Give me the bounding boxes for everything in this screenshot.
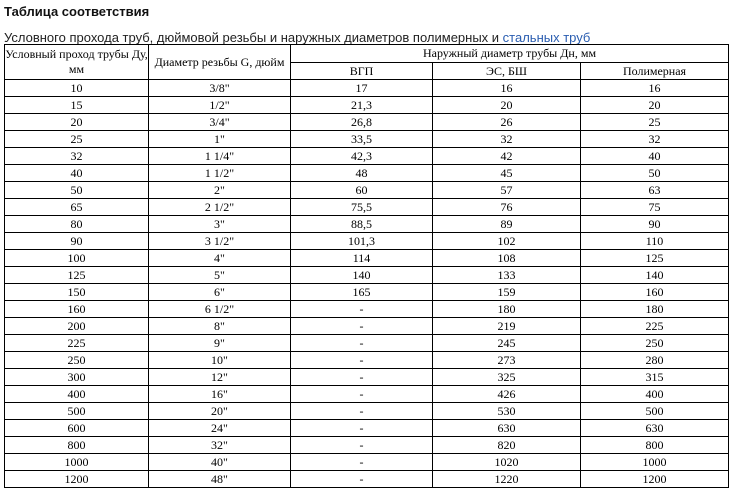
nominal-bore-cell: 250 — [5, 352, 149, 369]
nominal-bore-cell: 200 — [5, 318, 149, 335]
nominal-bore-cell: 150 — [5, 284, 149, 301]
es-bsh-cell: 820 — [433, 437, 581, 454]
thread-cell: 2" — [149, 182, 291, 199]
vgp-cell: - — [291, 386, 433, 403]
thread-cell: 40" — [149, 454, 291, 471]
polymer-cell: 630 — [581, 420, 729, 437]
nominal-bore-cell: 50 — [5, 182, 149, 199]
polymer-cell: 75 — [581, 199, 729, 216]
table-row — [5, 250, 729, 267]
es-bsh-cell: 20 — [433, 97, 581, 114]
thread-cell: 24" — [149, 420, 291, 437]
table-row — [5, 284, 729, 301]
polymer-cell: 400 — [581, 386, 729, 403]
es-bsh-cell: 180 — [433, 301, 581, 318]
table-row — [5, 420, 729, 437]
nominal-bore-cell: 65 — [5, 199, 149, 216]
table-row — [5, 233, 729, 250]
vgp-cell: - — [291, 318, 433, 335]
vgp-cell: - — [291, 420, 433, 437]
es-bsh-cell: 42 — [433, 148, 581, 165]
polymer-cell: 225 — [581, 318, 729, 335]
vgp-cell: 165 — [291, 284, 433, 301]
es-bsh-cell: 273 — [433, 352, 581, 369]
thread-cell: 6" — [149, 284, 291, 301]
polymer-cell: 1000 — [581, 454, 729, 471]
vgp-cell: 26,8 — [291, 114, 433, 131]
vgp-cell: 33,5 — [291, 131, 433, 148]
polymer-cell: 110 — [581, 233, 729, 250]
nominal-bore-cell: 10 — [5, 80, 149, 97]
nominal-bore-cell: 1000 — [5, 454, 149, 471]
thread-cell: 1 1/4" — [149, 148, 291, 165]
polymer-cell: 16 — [581, 80, 729, 97]
es-bsh-cell: 245 — [433, 335, 581, 352]
table-row — [5, 80, 729, 97]
es-bsh-cell: 76 — [433, 199, 581, 216]
header-outer-diameter-group: Наружный диаметр трубы Дн, мм — [291, 45, 729, 63]
thread-cell: 5" — [149, 267, 291, 284]
thread-cell: 20" — [149, 403, 291, 420]
page-title: Таблица соответствия — [4, 4, 150, 19]
table-row — [5, 267, 729, 284]
nominal-bore-cell: 225 — [5, 335, 149, 352]
es-bsh-cell: 530 — [433, 403, 581, 420]
polymer-cell: 800 — [581, 437, 729, 454]
vgp-cell: - — [291, 471, 433, 488]
polymer-cell: 500 — [581, 403, 729, 420]
es-bsh-cell: 1020 — [433, 454, 581, 471]
table-row — [5, 182, 729, 199]
table-body — [5, 80, 729, 488]
vgp-cell: - — [291, 369, 433, 386]
es-bsh-cell: 108 — [433, 250, 581, 267]
polymer-cell: 140 — [581, 267, 729, 284]
es-bsh-cell: 26 — [433, 114, 581, 131]
polymer-cell: 32 — [581, 131, 729, 148]
es-bsh-cell: 16 — [433, 80, 581, 97]
thread-cell: 16" — [149, 386, 291, 403]
table-row — [5, 148, 729, 165]
polymer-cell: 90 — [581, 216, 729, 233]
nominal-bore-cell: 400 — [5, 386, 149, 403]
es-bsh-cell: 45 — [433, 165, 581, 182]
thread-cell: 8" — [149, 318, 291, 335]
vgp-cell: 42,3 — [291, 148, 433, 165]
thread-cell: 3" — [149, 216, 291, 233]
polymer-cell: 25 — [581, 114, 729, 131]
table-row — [5, 471, 729, 488]
table-row — [5, 165, 729, 182]
thread-cell: 1" — [149, 131, 291, 148]
thread-cell: 48" — [149, 471, 291, 488]
subtitle-text: Условного прохода труб, дюймовой резьбы и наружных диаметров полимерных и — [4, 30, 503, 45]
nominal-bore-cell: 32 — [5, 148, 149, 165]
polymer-cell: 160 — [581, 284, 729, 301]
es-bsh-cell: 219 — [433, 318, 581, 335]
vgp-cell: 21,3 — [291, 97, 433, 114]
table-row — [5, 301, 729, 318]
es-bsh-cell: 630 — [433, 420, 581, 437]
nominal-bore-cell: 500 — [5, 403, 149, 420]
thread-cell: 9" — [149, 335, 291, 352]
table-row — [5, 335, 729, 352]
table-row — [5, 199, 729, 216]
vgp-cell: 140 — [291, 267, 433, 284]
table-row — [5, 216, 729, 233]
nominal-bore-cell: 100 — [5, 250, 149, 267]
vgp-cell: 75,5 — [291, 199, 433, 216]
es-bsh-cell: 57 — [433, 182, 581, 199]
thread-cell: 3/4" — [149, 114, 291, 131]
thread-cell: 3 1/2" — [149, 233, 291, 250]
thread-cell: 4" — [149, 250, 291, 267]
thread-cell: 6 1/2" — [149, 301, 291, 318]
es-bsh-cell: 159 — [433, 284, 581, 301]
polymer-cell: 315 — [581, 369, 729, 386]
polymer-cell: 180 — [581, 301, 729, 318]
es-bsh-cell: 1220 — [433, 471, 581, 488]
nominal-bore-cell: 80 — [5, 216, 149, 233]
vgp-cell: 88,5 — [291, 216, 433, 233]
vgp-cell: 17 — [291, 80, 433, 97]
nominal-bore-cell: 90 — [5, 233, 149, 250]
polymer-cell: 40 — [581, 148, 729, 165]
nominal-bore-cell: 40 — [5, 165, 149, 182]
header-vgp: ВГП — [291, 62, 433, 80]
es-bsh-cell: 102 — [433, 233, 581, 250]
table-row — [5, 454, 729, 471]
table-row — [5, 352, 729, 369]
vgp-cell: - — [291, 301, 433, 318]
polymer-cell: 63 — [581, 182, 729, 199]
polymer-cell: 250 — [581, 335, 729, 352]
vgp-cell: - — [291, 352, 433, 369]
nominal-bore-cell: 300 — [5, 369, 149, 386]
polymer-cell: 50 — [581, 165, 729, 182]
vgp-cell: - — [291, 403, 433, 420]
thread-cell: 1 1/2" — [149, 165, 291, 182]
vgp-cell: 114 — [291, 250, 433, 267]
nominal-bore-cell: 1200 — [5, 471, 149, 488]
table-row — [5, 131, 729, 148]
thread-cell: 10" — [149, 352, 291, 369]
header-es-bsh: ЭС, БШ — [433, 62, 581, 80]
thread-cell: 1/2" — [149, 97, 291, 114]
nominal-bore-cell: 800 — [5, 437, 149, 454]
thread-cell: 32" — [149, 437, 291, 454]
nominal-bore-cell: 160 — [5, 301, 149, 318]
polymer-cell: 125 — [581, 250, 729, 267]
es-bsh-cell: 325 — [433, 369, 581, 386]
thread-cell: 2 1/2" — [149, 199, 291, 216]
nominal-bore-cell: 15 — [5, 97, 149, 114]
thread-cell: 3/8" — [149, 80, 291, 97]
table-row — [5, 386, 729, 403]
table-row — [5, 369, 729, 386]
vgp-cell: - — [291, 454, 433, 471]
vgp-cell: 60 — [291, 182, 433, 199]
nominal-bore-cell: 125 — [5, 267, 149, 284]
correspondence-table — [4, 44, 729, 488]
table-row — [5, 114, 729, 131]
es-bsh-cell: 32 — [433, 131, 581, 148]
nominal-bore-cell: 20 — [5, 114, 149, 131]
table-row — [5, 97, 729, 114]
header-polymer: Полимерная — [581, 62, 729, 80]
vgp-cell: - — [291, 335, 433, 352]
table-row — [5, 318, 729, 335]
table-row — [5, 403, 729, 420]
steel-pipes-link[interactable]: стальных труб — [502, 30, 591, 45]
es-bsh-cell: 426 — [433, 386, 581, 403]
es-bsh-cell: 133 — [433, 267, 581, 284]
polymer-cell: 1200 — [581, 471, 729, 488]
polymer-cell: 280 — [581, 352, 729, 369]
vgp-cell: - — [291, 437, 433, 454]
vgp-cell: 48 — [291, 165, 433, 182]
vgp-cell: 101,3 — [291, 233, 433, 250]
es-bsh-cell: 89 — [433, 216, 581, 233]
subtitle — [4, 30, 590, 45]
nominal-bore-cell: 25 — [5, 131, 149, 148]
polymer-cell: 20 — [581, 97, 729, 114]
nominal-bore-cell: 600 — [5, 420, 149, 437]
header-thread-diameter: Диаметр резьбы G, дюйм — [149, 45, 291, 80]
table-row — [5, 437, 729, 454]
thread-cell: 12" — [149, 369, 291, 386]
header-nominal-bore: Условный проход трубы Ду, мм — [5, 45, 149, 80]
